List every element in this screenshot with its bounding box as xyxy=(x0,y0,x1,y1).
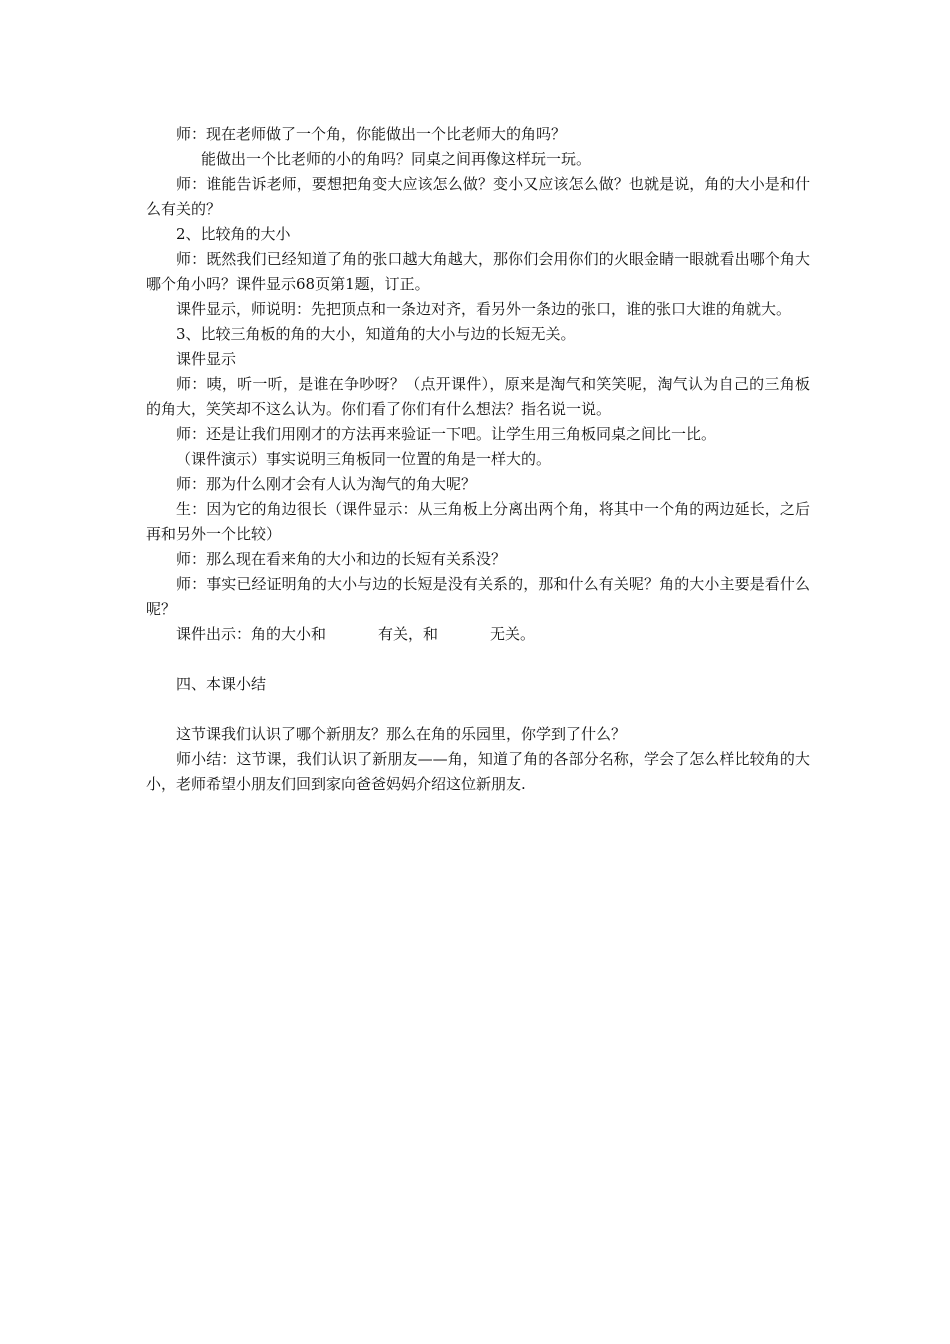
paragraph-13: 生：因为它的角边很长（课件显示：从三角板上分离出两个角，将其中一个角的两边延长，之后再和另外一个比较） xyxy=(146,500,810,543)
section-heading: 四、本课小结 xyxy=(176,675,267,693)
paragraph-3: 师：谁能告诉老师，要想把角变大应该怎么做？变小又应该怎么做？也就是说，角的大小是和什么有关的？ xyxy=(146,175,810,218)
fill-in-part-1: 课件出示：角的大小和 xyxy=(176,625,327,643)
fill-in-part-2: 有关，和 xyxy=(378,625,439,643)
summary-paragraph-2: 师小结：这节课，我们认识了新朋友——角，知道了角的各部分名称，学会了怎么样比较角的大小，老师希望小朋友们回到家向爸爸妈妈介绍这位新朋友. xyxy=(146,750,810,793)
document-page xyxy=(146,122,810,797)
fill-in-line xyxy=(146,622,810,647)
paragraph-10: 师：还是让我们用刚才的方法再来验证一下吧。让学生用三角板同桌之间比一比。 xyxy=(176,425,717,443)
paragraph-8: 课件显示 xyxy=(176,350,237,368)
paragraph-6: 课件显示，师说明：先把顶点和一条边对齐，看另外一条边的张口，谁的张口大谁的角就大。 xyxy=(176,300,792,318)
subheading-triangle-ruler: 3、比较三角板的角的大小，知道角的大小与边的长短无关。 xyxy=(176,325,576,343)
fill-in-part-3: 无关。 xyxy=(490,625,536,643)
paragraph-9: 师：咦，听一听，是谁在争吵呀？（点开课件），原来是淘气和笑笑呢，淘气认为自己的三角板的角大，笑笑却不这么认为。你们看了你们有什么想法？指名说一说。 xyxy=(146,375,810,418)
paragraph-11: （课件演示）事实说明三角板同一位置的角是一样大的。 xyxy=(176,450,552,468)
summary-paragraph-1: 这节课我们认识了哪个新朋友？那么在角的乐园里，你学到了什么？ xyxy=(176,725,627,743)
paragraph-14: 师：那么现在看来角的大小和边的长短有关系没？ xyxy=(176,550,507,568)
subheading-compare-angles: 2、比较角的大小 xyxy=(176,225,291,243)
paragraph-5: 师：既然我们已经知道了角的张口越大角越大，那你们会用你们的火眼金睛一眼就看出哪个角大哪个角小吗？课件显示68页第1题，订正。 xyxy=(146,250,810,293)
paragraph-12: 师：那为什么刚才会有人认为淘气的角大呢？ xyxy=(176,475,477,493)
paragraph-1: 师：现在老师做了一个角，你能做出一个比老师大的角吗？ xyxy=(176,125,567,143)
paragraph-2: 能做出一个比老师的小的角吗？同桌之间再像这样玩一玩。 xyxy=(201,150,592,168)
paragraph-15: 师：事实已经证明角的大小与边的长短是没有关系的，那和什么有关呢？角的大小主要是看什么呢？ xyxy=(146,575,810,618)
